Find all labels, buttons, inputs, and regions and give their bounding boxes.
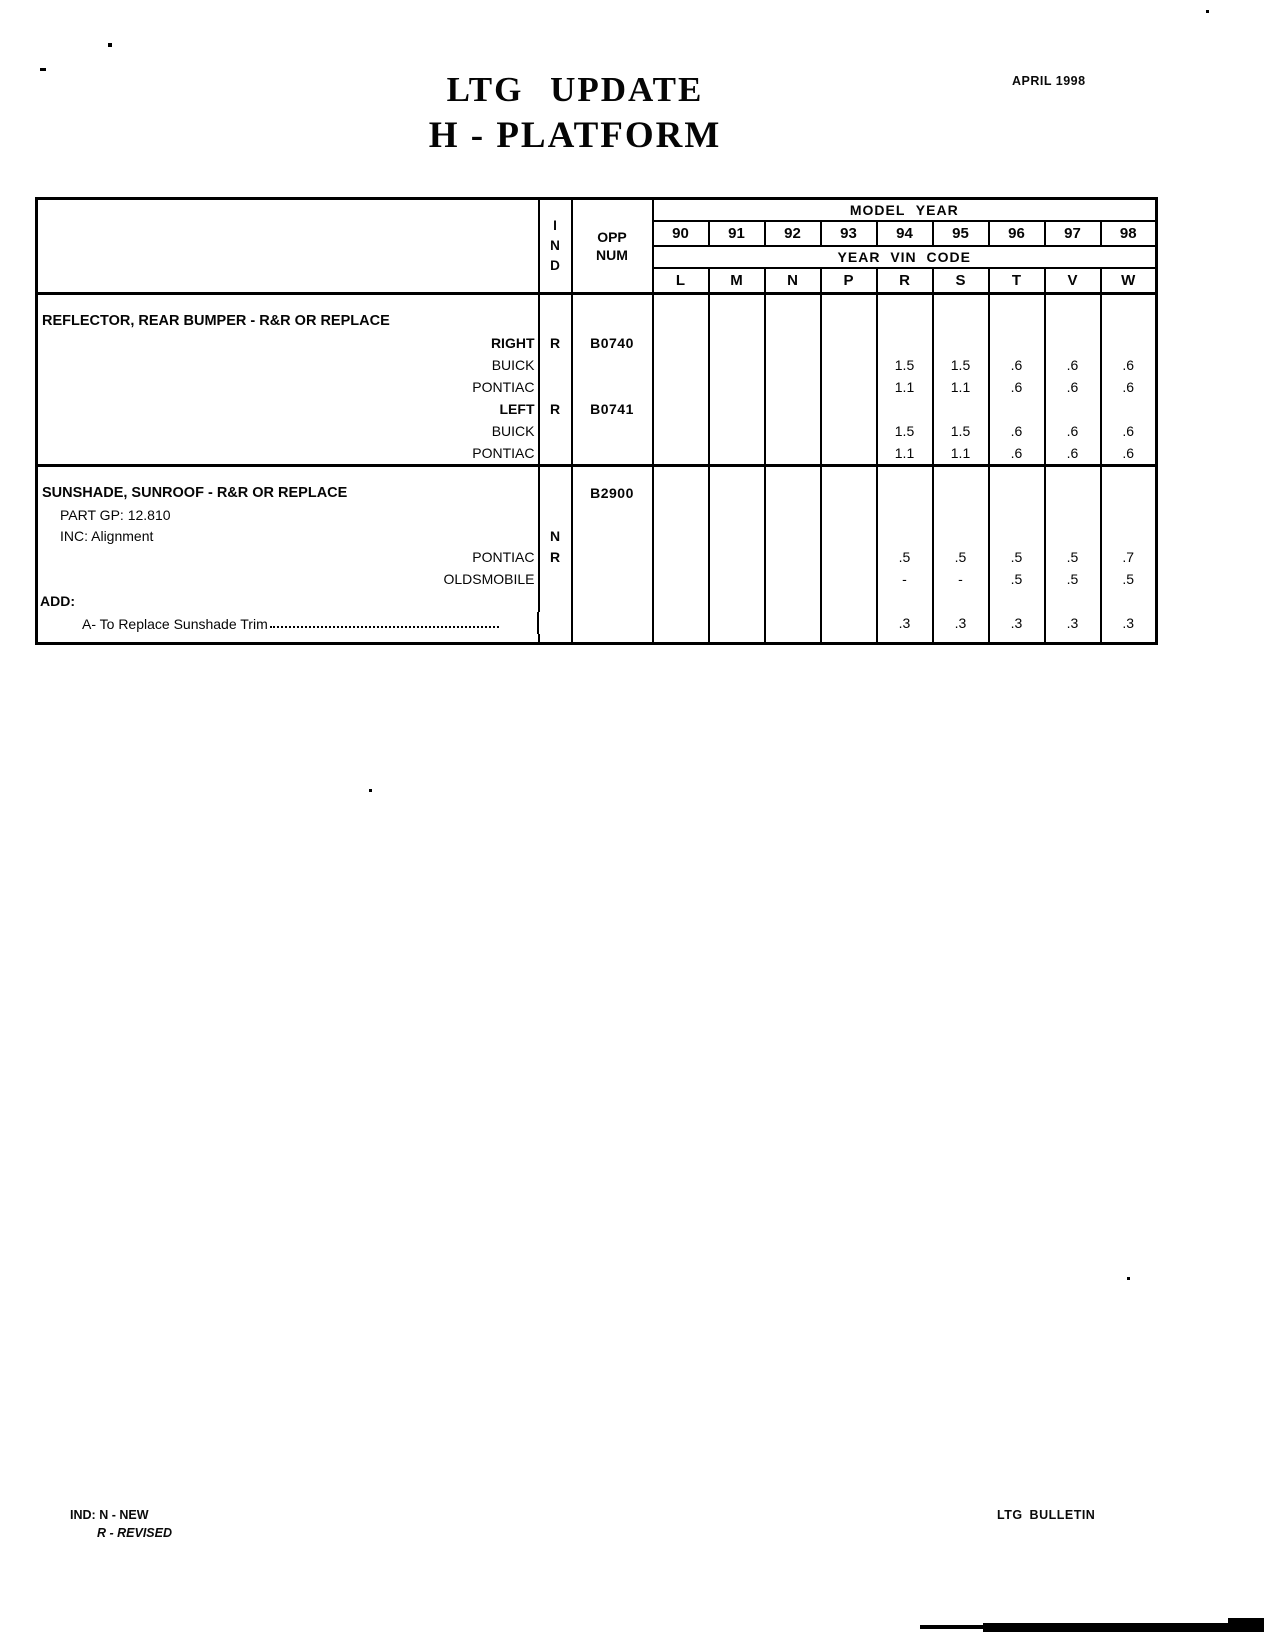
cell-year-93 [821, 612, 877, 634]
cell-year-98 [1101, 466, 1157, 483]
cell-year-94 [877, 482, 933, 504]
cell-year-90 [653, 466, 709, 483]
table-row [37, 612, 1157, 634]
cell-year-97 [1045, 398, 1101, 420]
dot-leader [270, 626, 499, 628]
cell-year-97: .6 [1045, 442, 1101, 466]
table-row [37, 590, 1157, 612]
year-header-93: 93 [821, 221, 877, 246]
cell-ind [539, 612, 572, 634]
cell-year-96: .5 [989, 546, 1045, 568]
cell-year-90 [653, 634, 709, 644]
ind-legend-new: N - NEW [99, 1508, 149, 1522]
year-header-94: 94 [877, 221, 933, 246]
cell-year-91 [709, 546, 765, 568]
cell-year-93 [821, 310, 877, 332]
cell-opp-num [572, 612, 653, 634]
cell-opp-num [572, 634, 653, 644]
cell-opp-num [572, 376, 653, 398]
cell-opp-num [572, 590, 653, 612]
cell-year-97: .6 [1045, 376, 1101, 398]
cell-year-96 [989, 590, 1045, 612]
title-line-1: LTG UPDATE [446, 70, 704, 109]
table-row [37, 294, 1157, 311]
vin-code-header: YEAR VIN CODE [653, 246, 1157, 268]
cell-year-96 [989, 332, 1045, 354]
cell-opp-num [572, 420, 653, 442]
cell-year-92 [765, 546, 821, 568]
cell-year-94: 1.1 [877, 442, 933, 466]
scan-artifact-speck [1127, 1277, 1130, 1280]
cell-year-95: 1.5 [933, 420, 989, 442]
cell-description [37, 634, 539, 644]
cell-year-90 [653, 332, 709, 354]
cell-year-95 [933, 634, 989, 644]
cell-year-96: .6 [989, 376, 1045, 398]
cell-ind [539, 634, 572, 644]
cell-year-92 [765, 504, 821, 525]
cell-year-91 [709, 482, 765, 504]
cell-year-92 [765, 310, 821, 332]
cell-year-91 [709, 376, 765, 398]
cell-year-91 [709, 612, 765, 634]
cell-year-98: .6 [1101, 442, 1157, 466]
vin-code-P: P [821, 268, 877, 294]
cell-year-90 [653, 294, 709, 311]
cell-year-93 [821, 466, 877, 483]
cell-year-94 [877, 310, 933, 332]
cell-year-91 [709, 590, 765, 612]
table-row [37, 376, 1157, 398]
cell-year-93 [821, 590, 877, 612]
ind-letter: I [553, 218, 557, 233]
cell-opp-num [572, 568, 653, 590]
cell-ind: R [539, 398, 572, 420]
cell-description [37, 294, 539, 311]
cell-description: ADD: [37, 590, 539, 612]
cell-ind: N [539, 525, 572, 546]
cell-year-98 [1101, 590, 1157, 612]
cell-year-95: 1.1 [933, 442, 989, 466]
cell-description [38, 612, 539, 634]
cell-year-98 [1101, 482, 1157, 504]
cell-year-92 [765, 294, 821, 311]
vin-code-S: S [933, 268, 989, 294]
cell-year-93 [821, 376, 877, 398]
table-row [37, 525, 1157, 546]
cell-year-97 [1045, 634, 1101, 644]
cell-year-96 [989, 482, 1045, 504]
cell-year-92 [765, 442, 821, 466]
bulletin-label: LTG BULLETIN [997, 1508, 1096, 1522]
cell-ind [539, 590, 572, 612]
cell-year-96: .6 [989, 354, 1045, 376]
cell-description: SUNSHADE, SUNROOF - R&R OR REPLACE [37, 482, 539, 504]
cell-year-91 [709, 525, 765, 546]
cell-year-98: .5 [1101, 568, 1157, 590]
cell-year-98: .7 [1101, 546, 1157, 568]
ind-legend-revised: R - REVISED [97, 1526, 173, 1540]
cell-year-94 [877, 634, 933, 644]
cell-year-92 [765, 590, 821, 612]
vin-code-N: N [765, 268, 821, 294]
cell-year-93 [821, 442, 877, 466]
date-label: APRIL 1998 [1012, 74, 1086, 88]
table-row [37, 442, 1157, 466]
scan-artifact-speck [108, 43, 112, 47]
cell-year-95: - [933, 568, 989, 590]
cell-year-94 [877, 466, 933, 483]
cell-year-96 [989, 398, 1045, 420]
cell-year-90 [653, 525, 709, 546]
cell-year-98 [1101, 525, 1157, 546]
cell-year-94 [877, 525, 933, 546]
cell-year-97 [1045, 525, 1101, 546]
cell-year-95: 1.1 [933, 376, 989, 398]
cell-year-94 [877, 504, 933, 525]
cell-year-91 [709, 634, 765, 644]
cell-year-90 [653, 504, 709, 525]
cell-year-93 [821, 525, 877, 546]
cell-year-94: 1.5 [877, 354, 933, 376]
cell-year-94 [877, 398, 933, 420]
cell-opp-num [572, 294, 653, 311]
cell-year-90 [653, 612, 709, 634]
ind-legend-label: IND: [70, 1508, 96, 1522]
cell-year-96 [989, 504, 1045, 525]
scan-artifact-bar [983, 1623, 1264, 1632]
year-header-95: 95 [933, 221, 989, 246]
cell-year-94: - [877, 568, 933, 590]
table-row [37, 466, 1157, 483]
cell-description: OLDSMOBILE [37, 568, 539, 590]
cell-ind [539, 482, 572, 504]
cell-year-97 [1045, 590, 1101, 612]
cell-description: BUICK [37, 354, 539, 376]
year-header-97: 97 [1045, 221, 1101, 246]
title-line-2: H - PLATFORM [428, 115, 722, 156]
cell-year-90 [653, 398, 709, 420]
cell-year-91 [709, 504, 765, 525]
cell-description: BUICK [37, 420, 539, 442]
cell-year-91 [709, 442, 765, 466]
cell-year-95 [933, 294, 989, 311]
cell-year-98: .6 [1101, 354, 1157, 376]
cell-year-93 [821, 568, 877, 590]
cell-year-95 [933, 482, 989, 504]
cell-year-90 [653, 590, 709, 612]
cell-ind [539, 442, 572, 466]
cell-ind: R [539, 546, 572, 568]
cell-year-92 [765, 466, 821, 483]
cell-opp-num [572, 546, 653, 568]
cell-year-97: .5 [1045, 546, 1101, 568]
cell-description: REFLECTOR, REAR BUMPER - R&R OR REPLACE [37, 310, 539, 332]
ind-letter: N [550, 238, 560, 253]
cell-year-95: 1.5 [933, 354, 989, 376]
cell-year-92 [765, 568, 821, 590]
cell-year-96: .6 [989, 442, 1045, 466]
cell-opp-num: B2900 [572, 482, 653, 504]
cell-year-96 [989, 634, 1045, 644]
table-row [37, 310, 1157, 332]
year-header-90: 90 [653, 221, 709, 246]
cell-year-95 [933, 590, 989, 612]
cell-year-97 [1045, 332, 1101, 354]
cell-year-96: .3 [989, 612, 1045, 634]
year-header-92: 92 [765, 221, 821, 246]
ind-column-header [539, 199, 572, 294]
cell-year-91 [709, 420, 765, 442]
year-header-91: 91 [709, 221, 765, 246]
cell-year-94: 1.5 [877, 420, 933, 442]
table-row [37, 546, 1157, 568]
cell-year-98 [1101, 310, 1157, 332]
cell-year-97: .6 [1045, 420, 1101, 442]
header-row-top [37, 199, 1157, 222]
cell-ind [539, 420, 572, 442]
cell-year-92 [765, 398, 821, 420]
cell-year-92 [765, 332, 821, 354]
labor-time-table [35, 197, 1158, 645]
cell-year-92 [765, 420, 821, 442]
cell-year-93 [821, 504, 877, 525]
cell-year-95: .3 [933, 612, 989, 634]
cell-year-95 [933, 332, 989, 354]
cell-description: PONTIAC [37, 376, 539, 398]
cell-year-92 [765, 525, 821, 546]
cell-year-90 [653, 354, 709, 376]
cell-ind [539, 354, 572, 376]
cell-year-90 [653, 482, 709, 504]
cell-year-94: 1.1 [877, 376, 933, 398]
cell-year-98: .3 [1101, 612, 1157, 634]
table-row [37, 504, 1157, 525]
vin-code-V: V [1045, 268, 1101, 294]
cell-year-92 [765, 612, 821, 634]
scan-artifact-bar [1228, 1618, 1264, 1632]
cell-year-94: .3 [877, 612, 933, 634]
cell-year-97 [1045, 482, 1101, 504]
cell-description: LEFT [37, 398, 539, 420]
cell-year-97: .3 [1045, 612, 1101, 634]
cell-year-90 [653, 546, 709, 568]
scan-artifact-speck [369, 789, 372, 792]
cell-year-92 [765, 482, 821, 504]
document-title [0, 70, 1150, 157]
cell-description: PONTIAC [37, 442, 539, 466]
cell-year-98 [1101, 398, 1157, 420]
cell-ind: R [539, 332, 572, 354]
cell-year-96: .6 [989, 420, 1045, 442]
vin-code-W: W [1101, 268, 1157, 294]
table-row [37, 398, 1157, 420]
cell-description: INC: Alignment [37, 525, 539, 546]
cell-year-95 [933, 310, 989, 332]
cell-year-96 [989, 525, 1045, 546]
cell-year-98 [1101, 294, 1157, 311]
cell-year-97: .6 [1045, 354, 1101, 376]
table-row [37, 568, 1157, 590]
cell-ind [539, 568, 572, 590]
cell-year-96 [989, 294, 1045, 311]
cell-year-97 [1045, 466, 1101, 483]
cell-description: PONTIAC [37, 546, 539, 568]
opp-label-line: NUM [596, 247, 628, 263]
table-row [37, 332, 1157, 354]
cell-year-90 [653, 310, 709, 332]
cell-year-92 [765, 354, 821, 376]
cell-year-90 [653, 420, 709, 442]
cell-year-93 [821, 398, 877, 420]
model-year-header: MODEL YEAR [653, 199, 1157, 222]
cell-ind [539, 466, 572, 483]
cell-year-91 [709, 398, 765, 420]
cell-description [37, 466, 539, 483]
cell-year-90 [653, 568, 709, 590]
cell-ind [539, 294, 572, 311]
cell-year-91 [709, 294, 765, 311]
cell-year-91 [709, 466, 765, 483]
cell-year-95 [933, 466, 989, 483]
section-sunshade-sunroof [37, 466, 1157, 644]
cell-year-94: .5 [877, 546, 933, 568]
ind-letter: D [550, 258, 560, 273]
cell-year-98 [1101, 504, 1157, 525]
cell-year-98 [1101, 634, 1157, 644]
cell-year-93 [821, 332, 877, 354]
cell-ind [539, 310, 572, 332]
vin-code-R: R [877, 268, 933, 294]
cell-year-90 [653, 442, 709, 466]
description-column-header [37, 199, 539, 294]
cell-year-96 [989, 310, 1045, 332]
table-row [37, 482, 1157, 504]
cell-year-93 [821, 354, 877, 376]
ind-legend-line-new [70, 1506, 172, 1524]
cell-year-92 [765, 376, 821, 398]
scan-artifact-speck [1206, 10, 1209, 13]
cell-ind [539, 504, 572, 525]
cell-year-91 [709, 568, 765, 590]
cell-year-93 [821, 634, 877, 644]
cell-year-97 [1045, 504, 1101, 525]
cell-opp-num [572, 525, 653, 546]
table-row [37, 354, 1157, 376]
cell-year-95 [933, 504, 989, 525]
ind-legend [70, 1506, 172, 1542]
cell-year-94 [877, 590, 933, 612]
cell-year-91 [709, 310, 765, 332]
table-row [37, 420, 1157, 442]
cell-year-95: .5 [933, 546, 989, 568]
table-header [37, 199, 1157, 294]
cell-year-94 [877, 332, 933, 354]
vin-code-M: M [709, 268, 765, 294]
cell-year-95 [933, 398, 989, 420]
opp-label-line: OPP [597, 229, 627, 245]
cell-description: PART GP: 12.810 [37, 504, 539, 525]
cell-opp-num [572, 442, 653, 466]
cell-year-90 [653, 376, 709, 398]
cell-opp-num [572, 310, 653, 332]
cell-year-91 [709, 332, 765, 354]
cell-year-93 [821, 482, 877, 504]
cell-year-97 [1045, 294, 1101, 311]
cell-year-93 [821, 420, 877, 442]
section-reflector-rear-bumper [37, 294, 1157, 466]
cell-year-96 [989, 466, 1045, 483]
cell-opp-num [572, 466, 653, 483]
cell-opp-num [572, 504, 653, 525]
cell-year-92 [765, 634, 821, 644]
cell-year-98 [1101, 332, 1157, 354]
vin-code-T: T [989, 268, 1045, 294]
cell-opp-num: B0740 [572, 332, 653, 354]
cell-year-95 [933, 525, 989, 546]
cell-year-97 [1045, 310, 1101, 332]
cell-year-93 [821, 294, 877, 311]
year-header-96: 96 [989, 221, 1045, 246]
cell-year-96: .5 [989, 568, 1045, 590]
cell-opp-num: B0741 [572, 398, 653, 420]
cell-opp-num [572, 354, 653, 376]
add-item-label: A- To Replace Sunshade Trim [82, 616, 268, 632]
table-row [37, 634, 1157, 644]
cell-ind [539, 376, 572, 398]
opp-num-column-header [572, 199, 653, 294]
cell-year-98: .6 [1101, 420, 1157, 442]
vin-code-L: L [653, 268, 709, 294]
cell-year-91 [709, 354, 765, 376]
cell-year-98: .6 [1101, 376, 1157, 398]
cell-year-94 [877, 294, 933, 311]
cell-description: RIGHT [37, 332, 539, 354]
cell-year-97: .5 [1045, 568, 1101, 590]
year-header-98: 98 [1101, 221, 1157, 246]
scan-artifact-speck [40, 68, 46, 71]
cell-year-93 [821, 546, 877, 568]
